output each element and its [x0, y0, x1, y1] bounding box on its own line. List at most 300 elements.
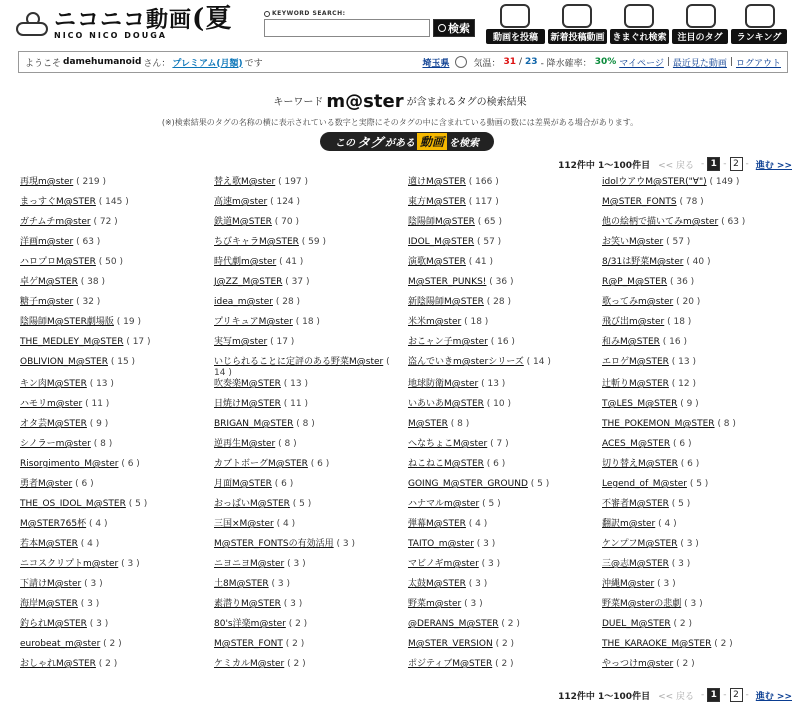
tag-link[interactable]: やっつけm@ster: [602, 659, 674, 669]
tag-item: [20, 357, 214, 379]
tag-item: [20, 419, 214, 439]
tag-link[interactable]: まっすぐM@STER: [20, 197, 96, 207]
tag-link[interactable]: Risorgimento_M@ster: [20, 459, 119, 469]
tag-count: ( 16 ): [662, 337, 687, 347]
tag-row: [20, 379, 796, 399]
tag-link[interactable]: 陰陽師M@STER: [408, 217, 475, 227]
result-count: 112件中 1〜100件目: [558, 160, 651, 171]
tag-link[interactable]: ハロプロM@STER: [20, 257, 96, 267]
tag-count: ( 3 ): [336, 539, 355, 549]
random-search-icon: [624, 4, 654, 28]
tag-link[interactable]: カブトボーグM@STER: [214, 459, 308, 469]
tag-count: ( 9 ): [89, 419, 109, 429]
tag-item: [408, 539, 602, 559]
tag-link[interactable]: ニコスクリプトm@ster: [20, 559, 119, 569]
page-1: 1: [707, 157, 720, 171]
nav-new-videos[interactable]: 新着投稿動画: [548, 4, 607, 44]
tag-item: [20, 177, 214, 197]
tag-link[interactable]: idolウアウM@STER("∀"): [602, 177, 707, 187]
tag-item: [602, 599, 796, 619]
tag-count: ( 13 ): [671, 357, 696, 367]
tag-link[interactable]: 勇者M@ster: [20, 479, 73, 489]
tag-count: ( 3 ): [476, 539, 496, 549]
prev-page-link: << 戻る: [658, 691, 695, 702]
tag-link[interactable]: ねこねこM@STER: [408, 459, 484, 469]
tag-count: ( 57 ): [476, 237, 502, 247]
tag-count: ( 5 ): [128, 499, 148, 509]
tag-link[interactable]: 沖縄M@ster: [602, 579, 655, 589]
tag-link[interactable]: へなちょこM@ster: [408, 439, 488, 449]
tag-item: [214, 197, 408, 217]
result-note: (※)検索結果のタグの名称の横に表示されている数字と実際にそのタグの中に含まれている動画の数には差異がある場合があります。: [161, 118, 639, 127]
tag-link[interactable]: 野菜m@ster: [408, 599, 462, 609]
logo-sub-text: NICO NICO DOUGA: [54, 31, 167, 40]
tag-item: [214, 579, 408, 599]
tag-item: [602, 559, 796, 579]
tag-item: [214, 257, 408, 277]
rain-label: - 降水確率：: [540, 58, 592, 69]
tag-link[interactable]: キン肉M@STER: [20, 379, 87, 389]
tag-count: ( 19 ): [116, 317, 141, 327]
tag-count: ( 149 ): [709, 177, 740, 187]
temp-slash: /: [519, 57, 523, 67]
tag-link[interactable]: OBLIVION_M@STER: [20, 357, 108, 367]
search-icon: [264, 11, 270, 17]
separator: |: [729, 57, 733, 67]
tag-link[interactable]: J@ZZ_M@STER: [214, 277, 283, 287]
tag-link[interactable]: ハモリm@ster: [20, 399, 83, 409]
tag-row: [20, 277, 796, 297]
tag-link[interactable]: ACES_M@STER: [602, 439, 671, 449]
tag-count: ( 6 ): [310, 459, 330, 469]
tag-link[interactable]: 海岸M@STER: [20, 599, 78, 609]
nav-ranking[interactable]: ランキング: [731, 4, 787, 44]
tag-item: [214, 499, 408, 519]
tag-link[interactable]: 8/31は野菜M@ster: [602, 257, 684, 267]
tag-item: [20, 237, 214, 257]
tag-count: ( 78 ): [679, 197, 704, 207]
tag-count: ( 18 ): [295, 317, 320, 327]
tag-count: ( 41 ): [279, 257, 304, 267]
tag-count: ( 3 ): [680, 539, 699, 549]
tag-link[interactable]: 逆再生M@ster: [214, 439, 276, 449]
tag-item: [602, 639, 796, 659]
tag-link[interactable]: THE_MEDLEY_M@STER: [20, 337, 124, 347]
tag-link[interactable]: M@STER_PUNKS!: [408, 277, 487, 287]
tag-item: [20, 379, 214, 399]
tag-link[interactable]: 米米m@ster: [408, 317, 462, 327]
tag-row: [20, 459, 796, 479]
tag-count: ( 41 ): [468, 257, 493, 267]
tag-count: ( 37 ): [285, 277, 310, 287]
tag-item: [214, 419, 408, 439]
tag-item: [214, 399, 408, 419]
next-page-link[interactable]: 進む >>: [755, 160, 792, 171]
tag-count: ( 6 ): [75, 479, 94, 489]
tag-count: ( 6 ): [672, 439, 692, 449]
tag-count: ( 2 ): [288, 619, 308, 629]
tag-count: ( 17 ): [126, 337, 151, 347]
tag-link[interactable]: ガチムチm@ster: [20, 217, 91, 227]
tag-row: [20, 317, 796, 337]
tag-link[interactable]: 弾幕M@STER: [408, 519, 466, 529]
tag-link[interactable]: 日焼けM@STER: [214, 399, 281, 409]
tag-item: [602, 337, 796, 357]
tag-item: [602, 419, 796, 439]
tag-count: ( 2 ): [98, 659, 118, 669]
tag-link[interactable]: Legend_of_M@ster: [602, 479, 687, 489]
tag-link[interactable]: 高速m@ster: [214, 197, 268, 207]
prefecture-link[interactable]: 埼玉県: [422, 58, 450, 69]
tag-item: [20, 599, 214, 619]
keyword-search: [264, 10, 475, 37]
tag-count: ( 12 ): [671, 379, 696, 389]
tag-link[interactable]: ケンプフM@STER: [602, 539, 678, 549]
tag-link[interactable]: いあいあM@STER: [408, 399, 484, 409]
page-2[interactable]: 2: [730, 688, 743, 702]
tag-link[interactable]: M@STER765杯: [20, 519, 87, 529]
tag-link[interactable]: THE_KARAOKE_M@STER: [602, 639, 712, 649]
tag-item: [20, 399, 214, 419]
logout-link[interactable]: ログアウト: [735, 58, 781, 69]
tag-item: [408, 659, 602, 679]
tag-item: [20, 479, 214, 499]
tag-count: ( 4 ): [276, 519, 296, 529]
page-1: 1: [707, 688, 720, 702]
tag-count: ( 3 ): [657, 579, 676, 589]
tag-link[interactable]: 鉄道M@STER: [214, 217, 272, 227]
tag-link[interactable]: 再現m@ster: [20, 177, 74, 187]
tag-link[interactable]: 盗んでいきm@sterシリーズ: [408, 357, 524, 367]
tag-row: [20, 419, 796, 439]
tag-link[interactable]: 釣られM@STER: [20, 619, 87, 629]
tag-item: [408, 197, 602, 217]
tag-link[interactable]: 切り替えM@STER: [602, 459, 678, 469]
tag-row: [20, 659, 796, 679]
tag-item: [20, 439, 214, 459]
tag-item: [20, 297, 214, 317]
tag-row: [20, 579, 796, 599]
tag-link[interactable]: 東方M@STER: [408, 197, 466, 207]
tag-link[interactable]: シノラーm@ster: [20, 439, 91, 449]
search-videos-with-tag-button[interactable]: この タグ がある 動画 を検索: [320, 132, 494, 151]
tag-link[interactable]: 若本M@STER: [20, 539, 78, 549]
nav-upload[interactable]: 動画を投稿: [486, 4, 545, 44]
tag-link[interactable]: お笑いM@ster: [602, 237, 664, 247]
tag-count: ( 3 ): [684, 599, 703, 609]
tag-count: ( 2 ): [495, 659, 514, 669]
tag-link[interactable]: ちびキャラM@STER: [214, 237, 299, 247]
tag-item: [214, 357, 408, 379]
tag-item: [408, 559, 602, 579]
tag-link[interactable]: 和みM@STER: [602, 337, 660, 347]
tag-link[interactable]: R@P_M@STER: [602, 277, 668, 287]
tag-item: [408, 519, 602, 539]
tag-link[interactable]: 糖子m@ster: [20, 297, 74, 307]
tag-item: [602, 197, 796, 217]
tag-link[interactable]: 翻訳m@ster: [602, 519, 656, 529]
prev-page-link: << 戻る: [658, 160, 695, 171]
tag-link[interactable]: @DERANS_M@STER: [408, 619, 499, 629]
tag-count: ( 3 ): [287, 559, 306, 569]
tag-link[interactable]: 辻斬りM@STER: [602, 379, 669, 389]
tag-item: [214, 439, 408, 459]
tag-count: ( 59 ): [301, 237, 326, 247]
tag-count: ( 8 ): [93, 439, 113, 449]
tag-item: [408, 479, 602, 499]
tag-link[interactable]: 吹奏楽M@STER: [214, 379, 281, 389]
tag-row: [20, 177, 796, 197]
tag-item: [214, 639, 408, 659]
tag-link[interactable]: 替え歌M@ster: [214, 177, 276, 187]
tag-count: ( 28 ): [486, 297, 511, 307]
tag-row: [20, 439, 796, 459]
temperature-label: 気温：: [473, 58, 501, 69]
separator: |: [666, 57, 670, 67]
tag-item: [214, 539, 408, 559]
tag-count: ( 4 ): [658, 519, 677, 529]
tag-count: ( 3 ): [271, 579, 291, 589]
tag-link[interactable]: 洋画m@ster: [20, 237, 74, 247]
tag-link[interactable]: おっぱいM@STER: [214, 499, 290, 509]
tag-link[interactable]: M@STER_FONTSの有効活用: [214, 539, 334, 549]
tag-item: [20, 197, 214, 217]
tag-item: [602, 539, 796, 559]
tag-count: ( 14 ): [526, 357, 551, 367]
tag-count: ( 197 ): [278, 177, 309, 187]
tag-count: ( 5 ): [671, 499, 691, 509]
tag-link[interactable]: 適けM@STER: [408, 177, 466, 187]
tag-count: ( 124 ): [270, 197, 301, 207]
tag-count: ( 11 ): [85, 399, 110, 409]
tag-item: [408, 357, 602, 379]
tag-row: [20, 297, 796, 317]
tag-item: [214, 177, 408, 197]
tag-link[interactable]: BRIGAN_M@STER: [214, 419, 294, 429]
tag-link[interactable]: ケミカルM@ster: [214, 659, 285, 669]
tag-link[interactable]: 下請けM@ster: [20, 579, 82, 589]
tag-link[interactable]: 卓ゲM@STER: [20, 277, 78, 287]
tag-count: ( 13 ): [89, 379, 114, 389]
tag-count: ( 28 ): [275, 297, 301, 307]
tag-row: [20, 559, 796, 579]
tag-link[interactable]: THE_POKEMON_M@STER: [602, 419, 715, 429]
tag-item: [20, 317, 214, 337]
tag-count: ( 3 ): [464, 599, 483, 609]
tag-count: ( 40 ): [686, 257, 711, 267]
keyword-search-input[interactable]: [264, 19, 430, 37]
tag-item: [20, 579, 214, 599]
tag-item: [602, 459, 796, 479]
tag-item: [602, 579, 796, 599]
tag-link[interactable]: 三国×M@ster: [214, 519, 274, 529]
tag-link[interactable]: 太鼓M@STER: [408, 579, 466, 589]
tag-count: ( 117 ): [468, 197, 499, 207]
tag-link[interactable]: 時代劇m@ster: [214, 257, 277, 267]
tag-item: [602, 277, 796, 297]
mypage-link[interactable]: マイページ: [619, 58, 664, 69]
tag-link[interactable]: 地球防衛M@ster: [408, 379, 479, 389]
tag-link[interactable]: 歌ってみm@ster: [602, 297, 674, 307]
tag-link[interactable]: T@LES_M@STER: [602, 399, 678, 409]
tag-count: ( 18 ): [667, 317, 692, 327]
tag-count: ( 16 ): [490, 337, 515, 347]
tag-link[interactable]: 素潜りM@STER: [214, 599, 281, 609]
tag-item: [408, 177, 602, 197]
tag-item: [408, 217, 602, 237]
tag-item: [408, 619, 602, 639]
tag-count: ( 2 ): [495, 639, 515, 649]
tag-link[interactable]: オタ芸M@STER: [20, 419, 87, 429]
tag-count: ( 15 ): [110, 357, 136, 367]
tag-item: [214, 519, 408, 539]
nav-random-search[interactable]: きまぐれ検索: [610, 4, 669, 44]
nav-hot-tags[interactable]: 注目のタグ: [672, 4, 728, 44]
desu-text: です: [244, 58, 263, 69]
tag-list: [20, 177, 796, 679]
tag-link[interactable]: 不審者M@STER: [602, 499, 669, 509]
tag-item: [408, 257, 602, 277]
tag-link[interactable]: ハナマルm@ster: [408, 499, 480, 509]
result-title: キーワード m@ster が含まれるタグの検索結果: [273, 91, 527, 112]
page-2[interactable]: 2: [730, 157, 743, 171]
tag-link[interactable]: おこャン子m@ster: [408, 337, 488, 347]
tag-link[interactable]: IDOL_M@STER: [408, 237, 475, 247]
tag-item: [20, 499, 214, 519]
tag-link[interactable]: おしゃれM@STER: [20, 659, 96, 669]
tag-link[interactable]: GOING_M@STER_GROUND: [408, 479, 528, 489]
tag-link[interactable]: いじられることに定評のある野菜M@ster: [214, 357, 384, 367]
tag-item: [214, 317, 408, 337]
tag-link[interactable]: プリキュアM@ster: [214, 317, 293, 327]
recent-videos-link[interactable]: 最近見た動画: [672, 58, 727, 69]
tag-count: ( 11 ): [283, 399, 308, 409]
tag-count: ( 145 ): [98, 197, 129, 207]
tag-item: [602, 519, 796, 539]
tag-link[interactable]: 飛び出m@ster: [602, 317, 665, 327]
tag-link[interactable]: 他の絵柄で描いてみm@ster: [602, 217, 719, 227]
logo-main-text: ニコニコ動画: [54, 8, 193, 33]
tag-count: ( 17 ): [270, 337, 295, 347]
tag-count: ( 14 ): [214, 357, 390, 378]
tag-count: ( 2 ): [103, 639, 122, 649]
temp-high: 31: [503, 57, 516, 67]
tag-item: [20, 539, 214, 559]
premium-link[interactable]: プレミアム(月額): [172, 58, 243, 69]
tag-link[interactable]: TAITO_m@ster: [408, 539, 474, 549]
tag-item: [602, 237, 796, 257]
tag-count: ( 6 ): [274, 479, 294, 489]
result-count: 112件中 1〜100件目: [558, 691, 651, 702]
tag-link[interactable]: M@STER_VERSION: [408, 639, 493, 649]
tag-count: ( 5 ): [689, 479, 709, 489]
tag-link[interactable]: M@STER_FONT: [214, 639, 283, 649]
tag-link[interactable]: 新陰陽師M@STER: [408, 297, 484, 307]
tag-count: ( 166 ): [468, 177, 499, 187]
tag-link[interactable]: eurobeat_m@ster: [20, 639, 101, 649]
tag-count: ( 3 ): [283, 599, 303, 609]
tag-link[interactable]: DUEL_M@STER: [602, 619, 671, 629]
tag-count: ( 38 ): [80, 277, 105, 287]
tag-item: [408, 277, 602, 297]
tag-count: ( 8 ): [717, 419, 736, 429]
tag-count: ( 13 ): [481, 379, 506, 389]
logo-natsu-text: (夏: [192, 4, 233, 34]
tag-item: [214, 479, 408, 499]
next-page-link[interactable]: 進む >>: [755, 691, 792, 702]
tag-count: ( 32 ): [76, 297, 101, 307]
tag-link[interactable]: 演歌M@STER: [408, 257, 466, 267]
tag-count: ( 10 ): [486, 399, 511, 409]
hot-tags-icon: [686, 4, 716, 28]
tag-link[interactable]: M@STER: [408, 419, 448, 429]
keyword-search-label: KEYWORD SEARCH:: [264, 10, 475, 17]
tag-count: ( 9 ): [680, 399, 699, 409]
tag-item: [20, 337, 214, 357]
tag-item: [602, 177, 796, 197]
tag-link[interactable]: 三@志M@STER: [602, 559, 669, 569]
tag-row: [20, 519, 796, 539]
site-logo[interactable]: [16, 6, 232, 40]
tag-link[interactable]: 80's洋楽m@ster: [214, 619, 286, 629]
tag-link[interactable]: エロゲM@STER: [602, 357, 669, 367]
tag-row: [20, 619, 796, 639]
tag-count: ( 63 ): [76, 237, 101, 247]
tag-link[interactable]: M@STER_FONTS: [602, 197, 677, 207]
tag-link[interactable]: マビノギm@ster: [408, 559, 479, 569]
search-icon: [438, 24, 446, 32]
tag-item: [602, 379, 796, 399]
tag-link[interactable]: THE_OS_IDOL_M@STER: [20, 499, 126, 509]
tag-count: ( 50 ): [98, 257, 123, 267]
username: damehumanoid: [63, 57, 142, 67]
tag-link[interactable]: 陰陽師M@STER劇場版: [20, 317, 114, 327]
tag-link[interactable]: 土8M@STER: [214, 579, 269, 589]
tag-row: [20, 499, 796, 519]
tag-item: [602, 619, 796, 639]
tag-item: [408, 317, 602, 337]
tag-link[interactable]: ポジティブM@STER: [408, 659, 493, 669]
tag-item: [20, 639, 214, 659]
tag-link[interactable]: 実写m@ster: [214, 337, 268, 347]
tag-count: ( 18 ): [464, 317, 489, 327]
tag-item: [408, 379, 602, 399]
tag-row: [20, 357, 796, 379]
tag-link[interactable]: 野菜M@sterの悲劇: [602, 599, 682, 609]
tag-item: [214, 619, 408, 639]
weather-face-icon: [455, 56, 467, 68]
tag-item: [214, 217, 408, 237]
tag-count: ( 2 ): [676, 659, 695, 669]
tag-item: [20, 619, 214, 639]
tag-link[interactable]: idea_m@ster: [214, 297, 273, 307]
temp-low: 23: [525, 57, 538, 67]
tag-item: [602, 257, 796, 277]
new-videos-icon: [562, 4, 592, 28]
tag-count: ( 36 ): [489, 277, 514, 287]
search-button[interactable]: 検索: [433, 19, 475, 37]
tag-link[interactable]: 月面M@STER: [214, 479, 272, 489]
tag-count: ( 8 ): [296, 419, 315, 429]
main-nav: [486, 4, 787, 44]
tag-link[interactable]: ニヨニヨM@ster: [214, 559, 285, 569]
tag-count: ( 20 ): [676, 297, 701, 307]
tag-row: [20, 217, 796, 237]
tag-count: ( 2 ): [673, 619, 692, 629]
tag-row: [20, 237, 796, 257]
tag-item: [214, 559, 408, 579]
tag-item: [214, 599, 408, 619]
